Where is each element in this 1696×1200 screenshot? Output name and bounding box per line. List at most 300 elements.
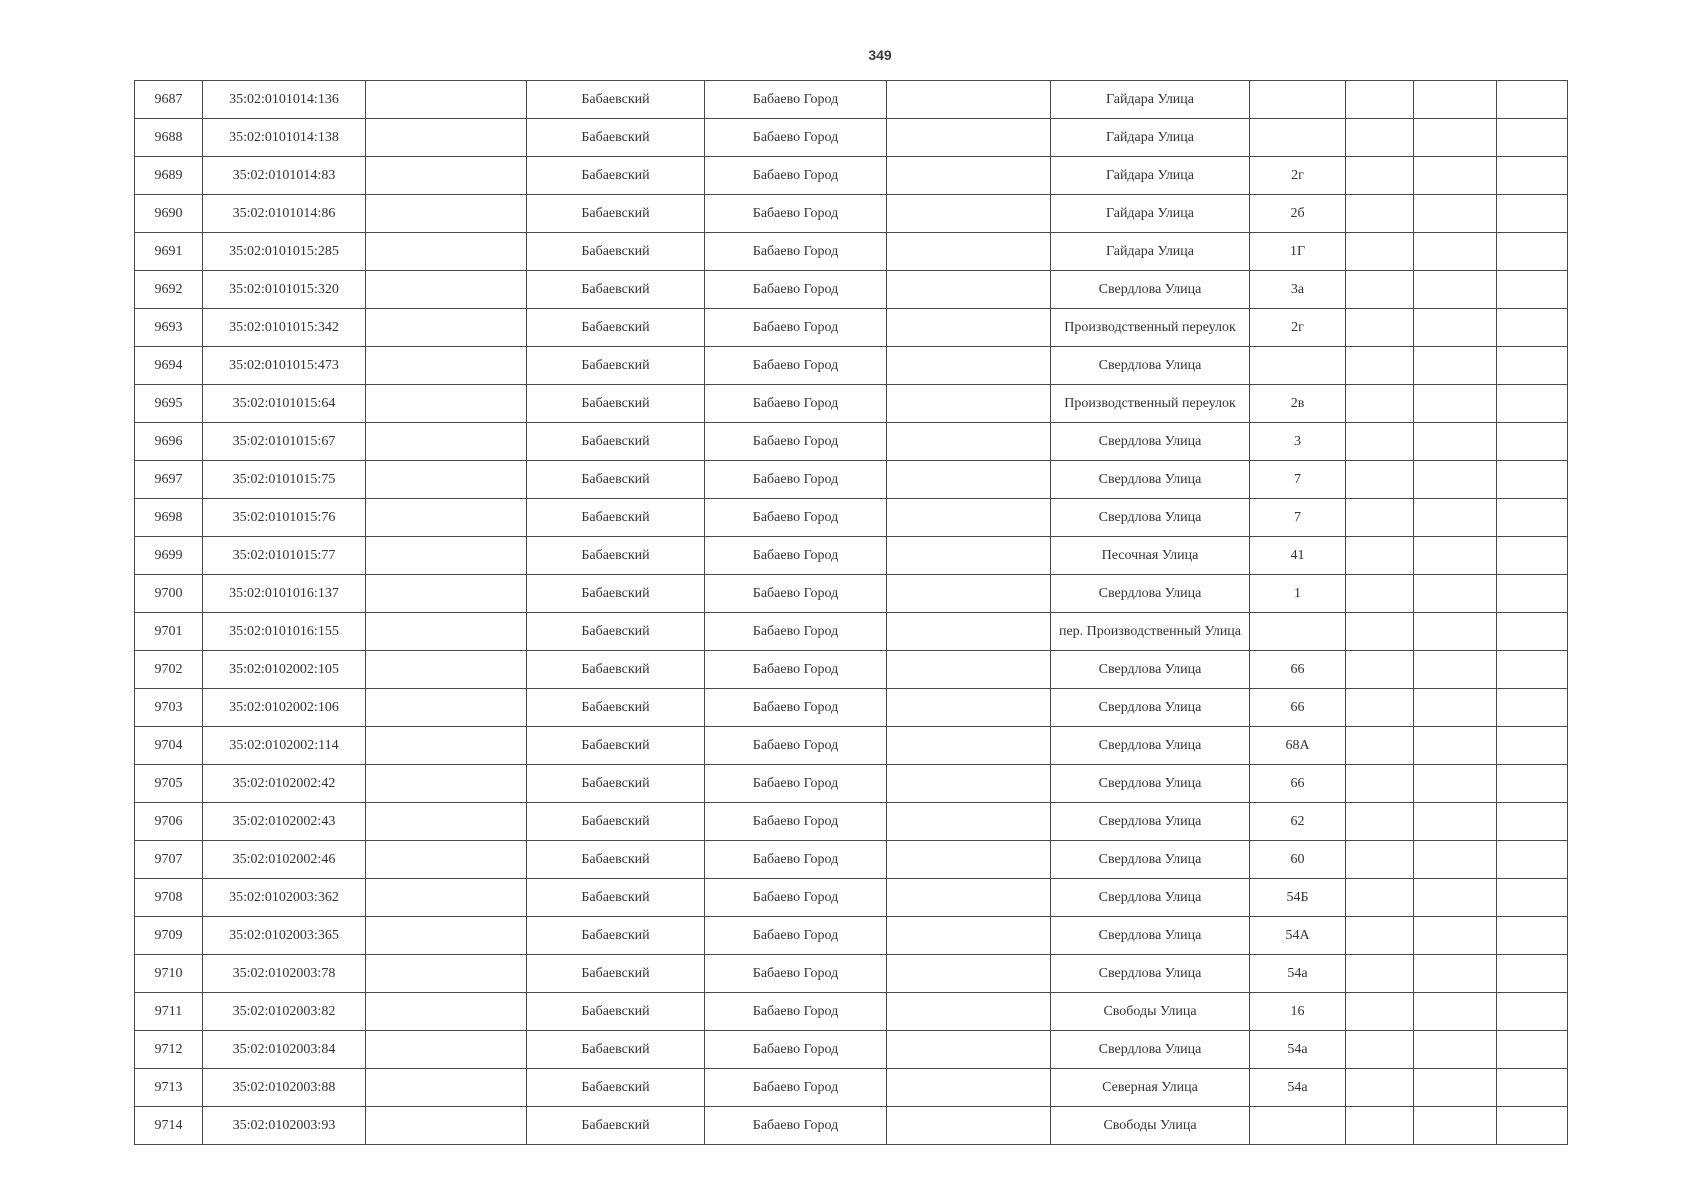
house-number-cell: 54а [1250, 955, 1346, 993]
empty-cell [1497, 423, 1568, 461]
table-row [135, 195, 1568, 233]
street-cell: Свердлова Улица [1051, 499, 1250, 537]
table-row [135, 727, 1568, 765]
house-number-cell: 66 [1250, 765, 1346, 803]
empty-cell [1497, 309, 1568, 347]
locality-cell: Бабаево Город [705, 537, 887, 575]
district-cell: Бабаевский [527, 575, 705, 613]
locality-cell: Бабаево Город [705, 917, 887, 955]
empty-cell [1497, 1069, 1568, 1107]
empty-cell [1346, 803, 1414, 841]
empty-cell [1497, 841, 1568, 879]
district-cell: Бабаевский [527, 727, 705, 765]
cadastral-number-cell: 35:02:0101015:76 [203, 499, 366, 537]
empty-cell [1497, 917, 1568, 955]
table-row [135, 119, 1568, 157]
registry-table [134, 80, 1568, 1145]
empty-cell [1414, 233, 1497, 271]
empty-cell [1414, 613, 1497, 651]
table-row [135, 423, 1568, 461]
house-number-cell [1250, 81, 1346, 119]
district-cell: Бабаевский [527, 1069, 705, 1107]
cadastral-number-cell: 35:02:0101015:64 [203, 385, 366, 423]
table-row [135, 689, 1568, 727]
district-cell: Бабаевский [527, 689, 705, 727]
district-cell: Бабаевский [527, 537, 705, 575]
house-number-cell: 68А [1250, 727, 1346, 765]
empty-cell [1414, 727, 1497, 765]
empty-cell [1346, 537, 1414, 575]
cadastral-number-cell: 35:02:0102003:362 [203, 879, 366, 917]
street-cell: Свободы Улица [1051, 993, 1250, 1031]
empty-cell [1414, 689, 1497, 727]
empty-cell [887, 575, 1051, 613]
empty-cell [887, 765, 1051, 803]
district-cell: Бабаевский [527, 613, 705, 651]
locality-cell: Бабаево Город [705, 1031, 887, 1069]
empty-cell [366, 575, 527, 613]
empty-cell [366, 841, 527, 879]
empty-cell [1414, 917, 1497, 955]
house-number-cell: 2г [1250, 157, 1346, 195]
empty-cell [1414, 385, 1497, 423]
empty-cell [1497, 613, 1568, 651]
locality-cell: Бабаево Город [705, 157, 887, 195]
empty-cell [1497, 157, 1568, 195]
street-cell: Свердлова Улица [1051, 575, 1250, 613]
row-number-cell: 9705 [135, 765, 203, 803]
empty-cell [366, 271, 527, 309]
empty-cell [887, 537, 1051, 575]
house-number-cell [1250, 119, 1346, 157]
table-row [135, 309, 1568, 347]
empty-cell [1497, 993, 1568, 1031]
house-number-cell: 3а [1250, 271, 1346, 309]
street-cell: Свердлова Улица [1051, 651, 1250, 689]
row-number-cell: 9710 [135, 955, 203, 993]
district-cell: Бабаевский [527, 347, 705, 385]
table-row [135, 993, 1568, 1031]
locality-cell: Бабаево Город [705, 765, 887, 803]
table-row [135, 537, 1568, 575]
street-cell: Гайдара Улица [1051, 119, 1250, 157]
empty-cell [1346, 309, 1414, 347]
empty-cell [366, 537, 527, 575]
empty-cell [887, 461, 1051, 499]
district-cell: Бабаевский [527, 309, 705, 347]
empty-cell [1346, 917, 1414, 955]
row-number-cell: 9698 [135, 499, 203, 537]
row-number-cell: 9707 [135, 841, 203, 879]
district-cell: Бабаевский [527, 1031, 705, 1069]
cadastral-number-cell: 35:02:0102003:93 [203, 1107, 366, 1145]
empty-cell [1346, 841, 1414, 879]
row-number-cell: 9704 [135, 727, 203, 765]
district-cell: Бабаевский [527, 499, 705, 537]
empty-cell [1497, 575, 1568, 613]
table-row [135, 461, 1568, 499]
empty-cell [887, 727, 1051, 765]
table-row [135, 385, 1568, 423]
street-cell: Северная Улица [1051, 1069, 1250, 1107]
table-row [135, 765, 1568, 803]
street-cell: Гайдара Улица [1051, 81, 1250, 119]
row-number-cell: 9701 [135, 613, 203, 651]
empty-cell [1346, 423, 1414, 461]
empty-cell [887, 119, 1051, 157]
cadastral-number-cell: 35:02:0102003:88 [203, 1069, 366, 1107]
table-row [135, 1069, 1568, 1107]
house-number-cell: 7 [1250, 461, 1346, 499]
empty-cell [887, 1069, 1051, 1107]
table-row [135, 1107, 1568, 1145]
cadastral-number-cell: 35:02:0101015:320 [203, 271, 366, 309]
house-number-cell: 3 [1250, 423, 1346, 461]
empty-cell [1414, 993, 1497, 1031]
locality-cell: Бабаево Город [705, 385, 887, 423]
street-cell: Свердлова Улица [1051, 689, 1250, 727]
empty-cell [887, 955, 1051, 993]
empty-cell [1346, 499, 1414, 537]
empty-cell [1414, 955, 1497, 993]
house-number-cell: 60 [1250, 841, 1346, 879]
locality-cell: Бабаево Город [705, 803, 887, 841]
street-cell: Свердлова Улица [1051, 1031, 1250, 1069]
district-cell: Бабаевский [527, 917, 705, 955]
empty-cell [1497, 803, 1568, 841]
empty-cell [1497, 879, 1568, 917]
street-cell: Гайдара Улица [1051, 233, 1250, 271]
table-row [135, 955, 1568, 993]
empty-cell [1414, 1069, 1497, 1107]
empty-cell [366, 917, 527, 955]
empty-cell [1414, 879, 1497, 917]
empty-cell [1346, 347, 1414, 385]
empty-cell [1346, 575, 1414, 613]
locality-cell: Бабаево Город [705, 689, 887, 727]
page-number: 349 [868, 47, 892, 63]
empty-cell [366, 385, 527, 423]
empty-cell [1414, 765, 1497, 803]
empty-cell [887, 499, 1051, 537]
cadastral-number-cell: 35:02:0102002:106 [203, 689, 366, 727]
locality-cell: Бабаево Город [705, 575, 887, 613]
empty-cell [366, 613, 527, 651]
street-cell: Свердлова Улица [1051, 803, 1250, 841]
row-number-cell: 9703 [135, 689, 203, 727]
district-cell: Бабаевский [527, 803, 705, 841]
table-row [135, 233, 1568, 271]
empty-cell [366, 1107, 527, 1145]
table-row [135, 879, 1568, 917]
empty-cell [1414, 309, 1497, 347]
row-number-cell: 9696 [135, 423, 203, 461]
empty-cell [1346, 765, 1414, 803]
locality-cell: Бабаево Город [705, 727, 887, 765]
empty-cell [366, 81, 527, 119]
row-number-cell: 9709 [135, 917, 203, 955]
district-cell: Бабаевский [527, 993, 705, 1031]
empty-cell [1346, 271, 1414, 309]
empty-cell [887, 917, 1051, 955]
empty-cell [1414, 195, 1497, 233]
locality-cell: Бабаево Город [705, 271, 887, 309]
table-row [135, 917, 1568, 955]
district-cell: Бабаевский [527, 119, 705, 157]
empty-cell [887, 309, 1051, 347]
street-cell: Гайдара Улица [1051, 195, 1250, 233]
house-number-cell: 54а [1250, 1069, 1346, 1107]
street-cell: пер. Производственный Улица [1051, 613, 1250, 651]
district-cell: Бабаевский [527, 233, 705, 271]
district-cell: Бабаевский [527, 271, 705, 309]
empty-cell [1414, 841, 1497, 879]
street-cell: Свердлова Улица [1051, 271, 1250, 309]
empty-cell [1497, 765, 1568, 803]
locality-cell: Бабаево Город [705, 81, 887, 119]
cadastral-number-cell: 35:02:0101014:83 [203, 157, 366, 195]
empty-cell [366, 689, 527, 727]
table-body [135, 81, 1568, 1145]
locality-cell: Бабаево Город [705, 651, 887, 689]
house-number-cell: 2г [1250, 309, 1346, 347]
table-row [135, 1031, 1568, 1069]
empty-cell [1346, 993, 1414, 1031]
empty-cell [366, 195, 527, 233]
empty-cell [1497, 1107, 1568, 1145]
empty-cell [366, 233, 527, 271]
house-number-cell: 66 [1250, 651, 1346, 689]
empty-cell [887, 651, 1051, 689]
empty-cell [366, 727, 527, 765]
empty-cell [1497, 689, 1568, 727]
row-number-cell: 9702 [135, 651, 203, 689]
cadastral-number-cell: 35:02:0101014:138 [203, 119, 366, 157]
locality-cell: Бабаево Город [705, 1069, 887, 1107]
empty-cell [1497, 347, 1568, 385]
street-cell: Свердлова Улица [1051, 765, 1250, 803]
cadastral-number-cell: 35:02:0102002:46 [203, 841, 366, 879]
locality-cell: Бабаево Город [705, 309, 887, 347]
locality-cell: Бабаево Город [705, 195, 887, 233]
house-number-cell: 1Г [1250, 233, 1346, 271]
street-cell: Производственный переулок [1051, 309, 1250, 347]
street-cell: Свердлова Улица [1051, 917, 1250, 955]
row-number-cell: 9694 [135, 347, 203, 385]
cadastral-number-cell: 35:02:0101015:342 [203, 309, 366, 347]
house-number-cell: 62 [1250, 803, 1346, 841]
empty-cell [1497, 727, 1568, 765]
empty-cell [1497, 1031, 1568, 1069]
empty-cell [1414, 537, 1497, 575]
cadastral-number-cell: 35:02:0101015:473 [203, 347, 366, 385]
row-number-cell: 9687 [135, 81, 203, 119]
locality-cell: Бабаево Город [705, 879, 887, 917]
table-row [135, 271, 1568, 309]
empty-cell [1414, 157, 1497, 195]
locality-cell: Бабаево Город [705, 461, 887, 499]
cadastral-number-cell: 35:02:0101015:75 [203, 461, 366, 499]
house-number-cell: 54а [1250, 1031, 1346, 1069]
table-row [135, 347, 1568, 385]
locality-cell: Бабаево Город [705, 993, 887, 1031]
row-number-cell: 9700 [135, 575, 203, 613]
empty-cell [366, 1069, 527, 1107]
row-number-cell: 9690 [135, 195, 203, 233]
empty-cell [366, 119, 527, 157]
locality-cell: Бабаево Город [705, 119, 887, 157]
cadastral-number-cell: 35:02:0101014:86 [203, 195, 366, 233]
empty-cell [887, 1107, 1051, 1145]
empty-cell [366, 423, 527, 461]
district-cell: Бабаевский [527, 1107, 705, 1145]
cadastral-number-cell: 35:02:0101016:155 [203, 613, 366, 651]
row-number-cell: 9689 [135, 157, 203, 195]
empty-cell [1414, 81, 1497, 119]
house-number-cell: 2в [1250, 385, 1346, 423]
empty-cell [366, 499, 527, 537]
empty-cell [887, 879, 1051, 917]
cadastral-number-cell: 35:02:0102002:105 [203, 651, 366, 689]
locality-cell: Бабаево Город [705, 347, 887, 385]
empty-cell [1346, 955, 1414, 993]
district-cell: Бабаевский [527, 841, 705, 879]
empty-cell [1346, 727, 1414, 765]
empty-cell [1497, 81, 1568, 119]
district-cell: Бабаевский [527, 955, 705, 993]
cadastral-number-cell: 35:02:0101015:67 [203, 423, 366, 461]
row-number-cell: 9688 [135, 119, 203, 157]
house-number-cell: 7 [1250, 499, 1346, 537]
empty-cell [1346, 119, 1414, 157]
cadastral-number-cell: 35:02:0102002:43 [203, 803, 366, 841]
street-cell: Свердлова Улица [1051, 955, 1250, 993]
empty-cell [1497, 499, 1568, 537]
empty-cell [1497, 651, 1568, 689]
district-cell: Бабаевский [527, 423, 705, 461]
street-cell: Свердлова Улица [1051, 879, 1250, 917]
cadastral-number-cell: 35:02:0102002:114 [203, 727, 366, 765]
row-number-cell: 9692 [135, 271, 203, 309]
table-row [135, 651, 1568, 689]
district-cell: Бабаевский [527, 81, 705, 119]
empty-cell [366, 955, 527, 993]
row-number-cell: 9711 [135, 993, 203, 1031]
empty-cell [1346, 1031, 1414, 1069]
house-number-cell: 16 [1250, 993, 1346, 1031]
locality-cell: Бабаево Город [705, 423, 887, 461]
empty-cell [366, 347, 527, 385]
empty-cell [1497, 271, 1568, 309]
empty-cell [366, 461, 527, 499]
empty-cell [1497, 537, 1568, 575]
empty-cell [1497, 955, 1568, 993]
empty-cell [1346, 613, 1414, 651]
empty-cell [887, 841, 1051, 879]
empty-cell [1346, 1069, 1414, 1107]
empty-cell [366, 803, 527, 841]
row-number-cell: 9706 [135, 803, 203, 841]
house-number-cell: 54А [1250, 917, 1346, 955]
empty-cell [1414, 271, 1497, 309]
empty-cell [887, 1031, 1051, 1069]
empty-cell [1497, 461, 1568, 499]
row-number-cell: 9712 [135, 1031, 203, 1069]
street-cell: Производственный переулок [1051, 385, 1250, 423]
street-cell: Свободы Улица [1051, 1107, 1250, 1145]
empty-cell [1346, 461, 1414, 499]
row-number-cell: 9699 [135, 537, 203, 575]
empty-cell [366, 993, 527, 1031]
empty-cell [366, 879, 527, 917]
row-number-cell: 9713 [135, 1069, 203, 1107]
empty-cell [887, 157, 1051, 195]
empty-cell [1346, 157, 1414, 195]
empty-cell [1346, 195, 1414, 233]
district-cell: Бабаевский [527, 157, 705, 195]
empty-cell [1346, 651, 1414, 689]
district-cell: Бабаевский [527, 651, 705, 689]
cadastral-number-cell: 35:02:0101015:285 [203, 233, 366, 271]
street-cell: Свердлова Улица [1051, 461, 1250, 499]
cadastral-number-cell: 35:02:0101015:77 [203, 537, 366, 575]
table-row [135, 499, 1568, 537]
district-cell: Бабаевский [527, 461, 705, 499]
empty-cell [1414, 575, 1497, 613]
empty-cell [1346, 385, 1414, 423]
house-number-cell: 66 [1250, 689, 1346, 727]
locality-cell: Бабаево Город [705, 841, 887, 879]
empty-cell [887, 689, 1051, 727]
empty-cell [366, 309, 527, 347]
table-row [135, 157, 1568, 195]
empty-cell [887, 385, 1051, 423]
empty-cell [887, 271, 1051, 309]
table-row [135, 81, 1568, 119]
street-cell: Свердлова Улица [1051, 347, 1250, 385]
empty-cell [1497, 233, 1568, 271]
district-cell: Бабаевский [527, 385, 705, 423]
empty-cell [1346, 233, 1414, 271]
empty-cell [1414, 461, 1497, 499]
empty-cell [1346, 689, 1414, 727]
street-cell: Свердлова Улица [1051, 423, 1250, 461]
cadastral-number-cell: 35:02:0102003:84 [203, 1031, 366, 1069]
row-number-cell: 9695 [135, 385, 203, 423]
cadastral-number-cell: 35:02:0102002:42 [203, 765, 366, 803]
cadastral-number-cell: 35:02:0102003:82 [203, 993, 366, 1031]
cadastral-number-cell: 35:02:0102003:365 [203, 917, 366, 955]
empty-cell [366, 765, 527, 803]
row-number-cell: 9693 [135, 309, 203, 347]
empty-cell [1414, 651, 1497, 689]
empty-cell [366, 651, 527, 689]
empty-cell [366, 157, 527, 195]
empty-cell [1414, 347, 1497, 385]
empty-cell [1497, 195, 1568, 233]
empty-cell [1346, 81, 1414, 119]
house-number-cell: 54Б [1250, 879, 1346, 917]
empty-cell [1346, 1107, 1414, 1145]
empty-cell [887, 81, 1051, 119]
house-number-cell: 41 [1250, 537, 1346, 575]
district-cell: Бабаевский [527, 195, 705, 233]
locality-cell: Бабаево Город [705, 1107, 887, 1145]
table-row [135, 803, 1568, 841]
street-cell: Свердлова Улица [1051, 727, 1250, 765]
locality-cell: Бабаево Город [705, 613, 887, 651]
house-number-cell [1250, 347, 1346, 385]
